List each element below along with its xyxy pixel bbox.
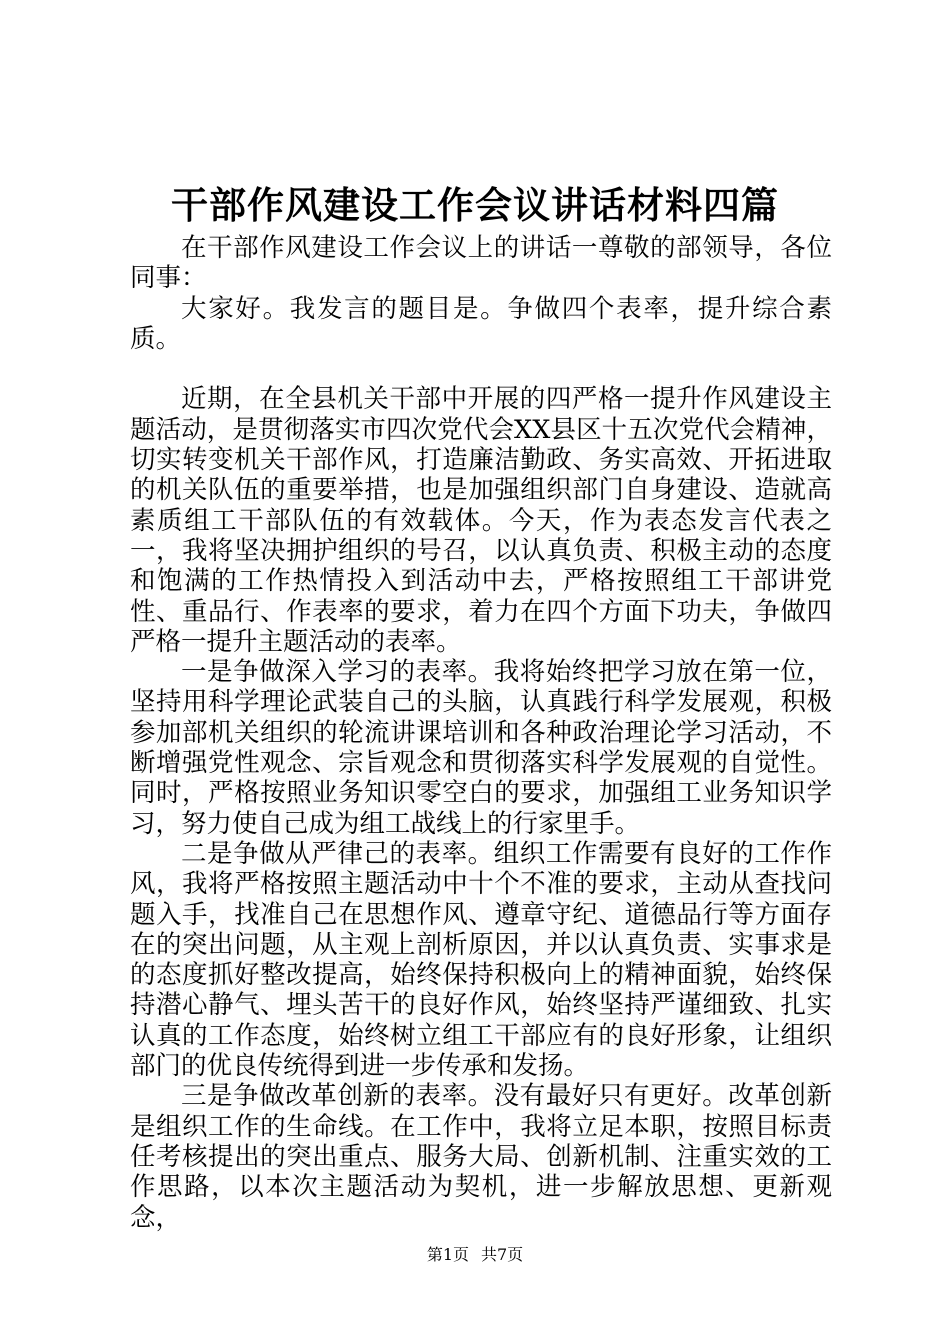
document-body	[130, 233, 832, 1233]
page-number: 第1页	[426, 1245, 469, 1264]
paragraph-greeting: 在干部作风建设工作会议上的讲话一尊敬的部领导，各位同事：	[130, 233, 832, 294]
paragraph-point-three: 三是争做改革创新的表率。没有最好只有更好。改革创新是组织工作的生命线。在工作中，我将立足本职，按照目标责任考核提出的突出重点、服务大局、创新机制、注重实效的工作思路，以本次主题活动为契机，进一步解放思想、更新观念，	[130, 1081, 832, 1233]
page-footer	[0, 1244, 950, 1266]
paragraph-opening: 大家好。我发言的题目是。争做四个表率，提升综合素质。	[130, 293, 832, 354]
paragraph-intro: 近期，在全县机关干部中开展的四严格一提升作风建设主题活动，是贯彻落实市四次党代会XX县区十五次党代会精神，切实转变机关干部作风，打造廉洁勤政、务实高效、开拓进取的机关队伍的重要举措，也是加强组织部门自身建设、造就高素质组工干部队伍的有效载体。今天，作为表态发言代表之一，我将坚决拥护组织的号召，以认真负责、积极主动的态度和饱满的工作热情投入到活动中去，严格按照组工干部讲党性、重品行、作表率的要求，着力在四个方面下功夫，争做四严格一提升主题活动的表率。	[130, 384, 832, 657]
page-total: 共7页	[481, 1245, 524, 1264]
blank-line	[130, 354, 832, 384]
paragraph-point-one: 一是争做深入学习的表率。我将始终把学习放在第一位，坚持用科学理论武装自己的头脑，认真践行科学发展观，积极参加部机关组织的轮流讲课培训和各种政治理论学习活动，不断增强党性观念、宗旨观念和贯彻落实科学发展观的自觉性。同时，严格按照业务知识零空白的要求，加强组工业务知识学习，努力使自己成为组工战线上的行家里手。	[130, 657, 832, 839]
paragraph-point-two: 二是争做从严律己的表率。组织工作需要有良好的工作作风，我将严格按照主题活动中十个不准的要求，主动从查找问题入手，找准自己在思想作风、遵章守纪、道德品行等方面存在的突出问题，从主观上剖析原因，并以认真负责、实事求是的态度抓好整改提高，始终保持积极向上的精神面貌，始终保持潜心静气、埋头苦干的良好作风，始终坚持严谨细致、扎实认真的工作态度，始终树立组工干部应有的良好形象，让组织部门的优良传统得到进一步传承和发扬。	[130, 838, 832, 1082]
document-title: 干部作风建设工作会议讲话材料四篇	[171, 183, 779, 227]
